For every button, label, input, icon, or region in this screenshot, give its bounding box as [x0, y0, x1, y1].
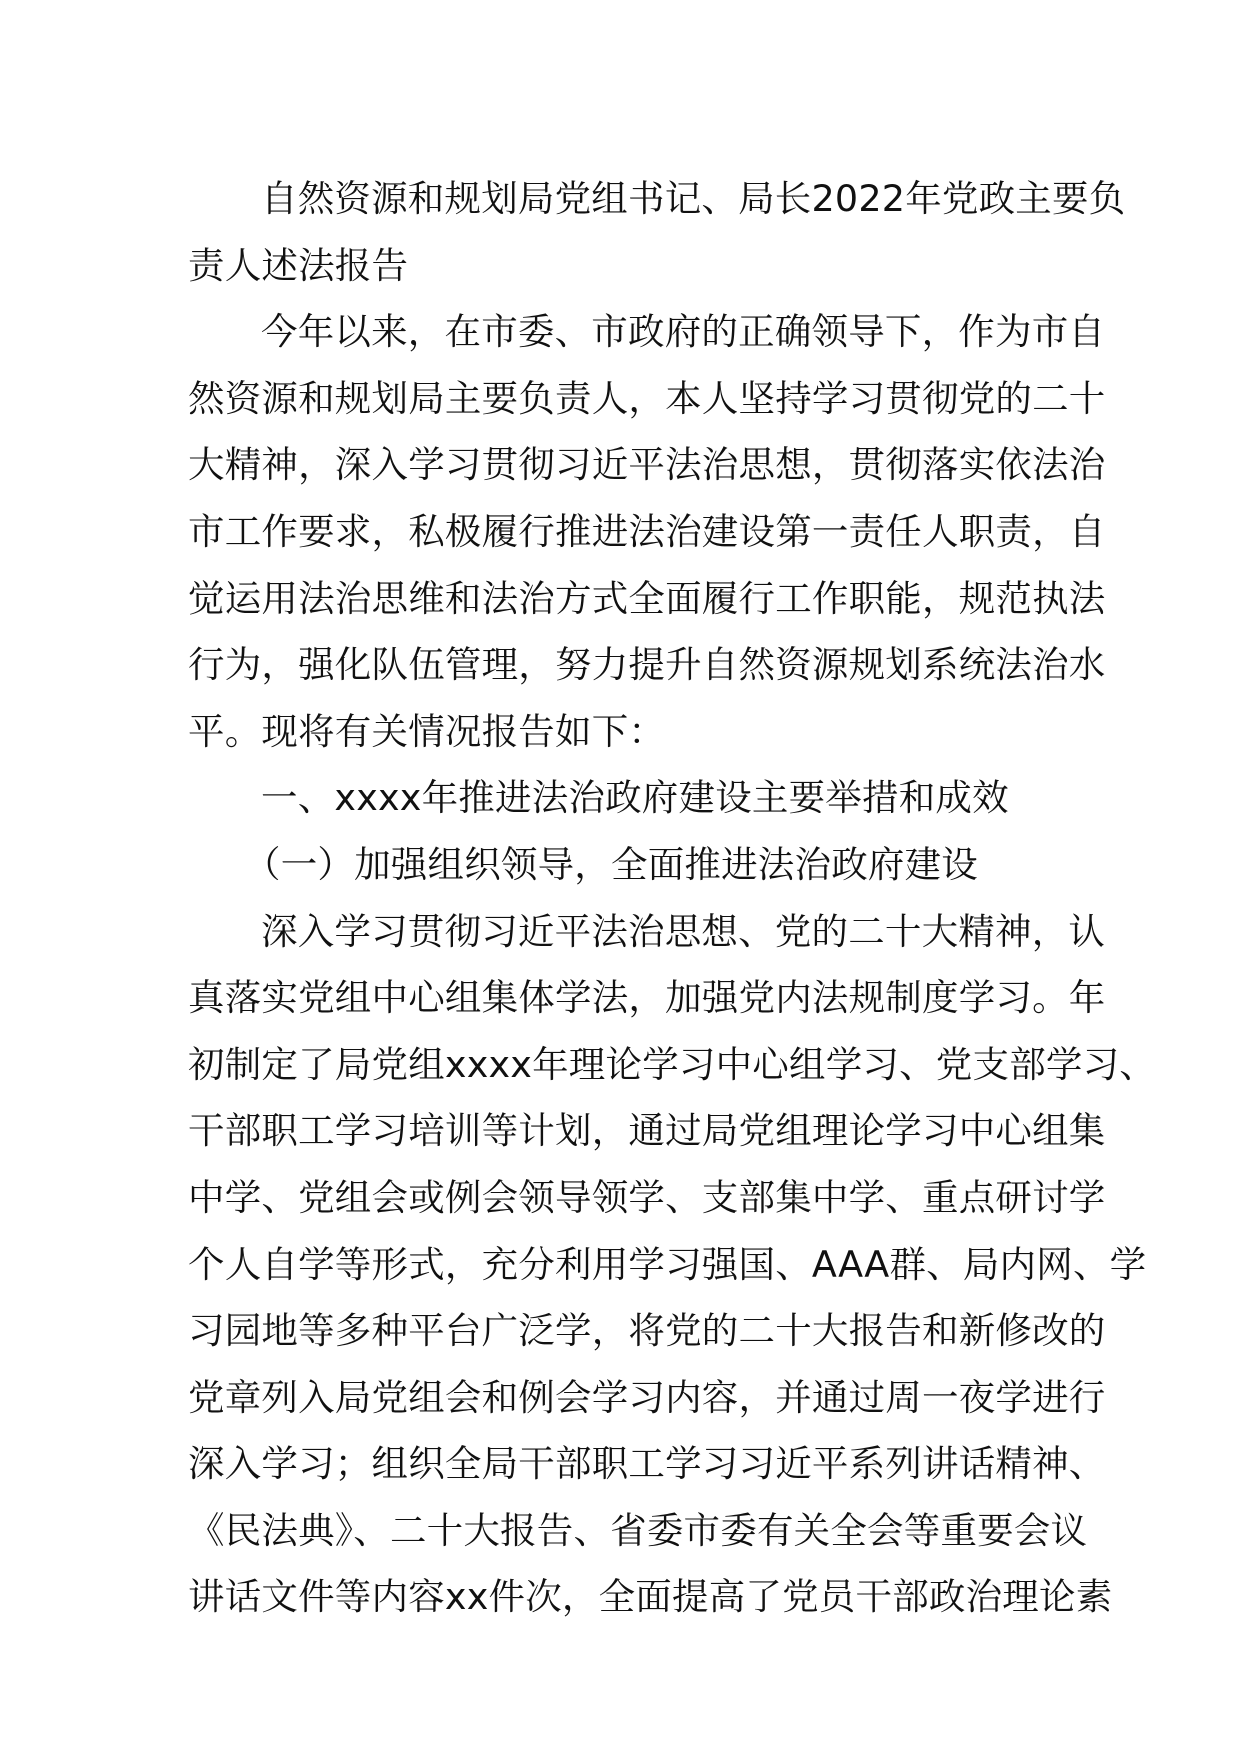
body-line-3: 初制定了局党组xxxx年理论学习中心组学习、党支部学习、 [188, 1042, 1157, 1086]
intro-line-2: 然资源和规划局主要负责人，本人坚持学习贯彻党的二十 [188, 376, 1106, 420]
intro-line-4: 市工作要求，私极履行推进法治建设第一责任人职责，自 [188, 509, 1106, 553]
body-line-11: 讲话文件等内容xx件次，全面提高了党员干部政治理论素 [188, 1575, 1113, 1619]
document-body [188, 166, 1157, 1631]
subsection-heading: （一）加强组织领导，全面推进法治政府建设 [244, 842, 978, 886]
intro-line-7: 平。现将有关情况报告如下： [188, 709, 666, 753]
document-title-line-1: 自然资源和规划局党组书记、局长2022年党政主要负 [261, 177, 1126, 220]
body-line-1: 深入学习贯彻习近平法治思想、党的二十大精神，认 [261, 909, 1106, 953]
intro-line-5: 觉运用法治思维和法治方式全面履行工作职能，规范执法 [188, 576, 1106, 620]
body-line-9: 深入学习；组织全局干部职工学习习近平系列讲话精神、 [188, 1442, 1106, 1486]
body-line-8: 党章列入局党组会和例会学习内容，并通过周一夜学进行 [188, 1375, 1106, 1419]
body-line-7: 习园地等多种平台广泛学，将党的二十大报告和新修改的 [188, 1309, 1106, 1353]
intro-line-6: 行为，强化队伍管理，努力提升自然资源规划系统法治水 [188, 643, 1106, 687]
body-line-4: 干部职工学习培训等计划，通过局党组理论学习中心组集 [188, 1109, 1106, 1153]
body-line-2: 真落实党组中心组集体学法，加强党内法规制度学习。年 [188, 976, 1106, 1020]
section-heading: 一、xxxx年推进法治政府建设主要举措和成效 [261, 776, 1009, 820]
intro-line-3: 大精神，深入学习贯彻习近平法治思想，贯彻落实依法治 [188, 443, 1106, 487]
intro-line-1: 今年以来，在市委、市政府的正确领导下，作为市自 [261, 310, 1106, 354]
document-title-line-2: 责人述法报告 [188, 243, 409, 287]
body-line-10: 《民法典》、二十大报告、省委市委有关全会等重要会议 [188, 1508, 1088, 1552]
body-line-5: 中学、党组会或例会领导领学、支部集中学、重点研讨学 [188, 1175, 1106, 1219]
body-line-6: 个人自学等形式，充分利用学习强国、AAA群、局内网、学 [188, 1242, 1147, 1286]
